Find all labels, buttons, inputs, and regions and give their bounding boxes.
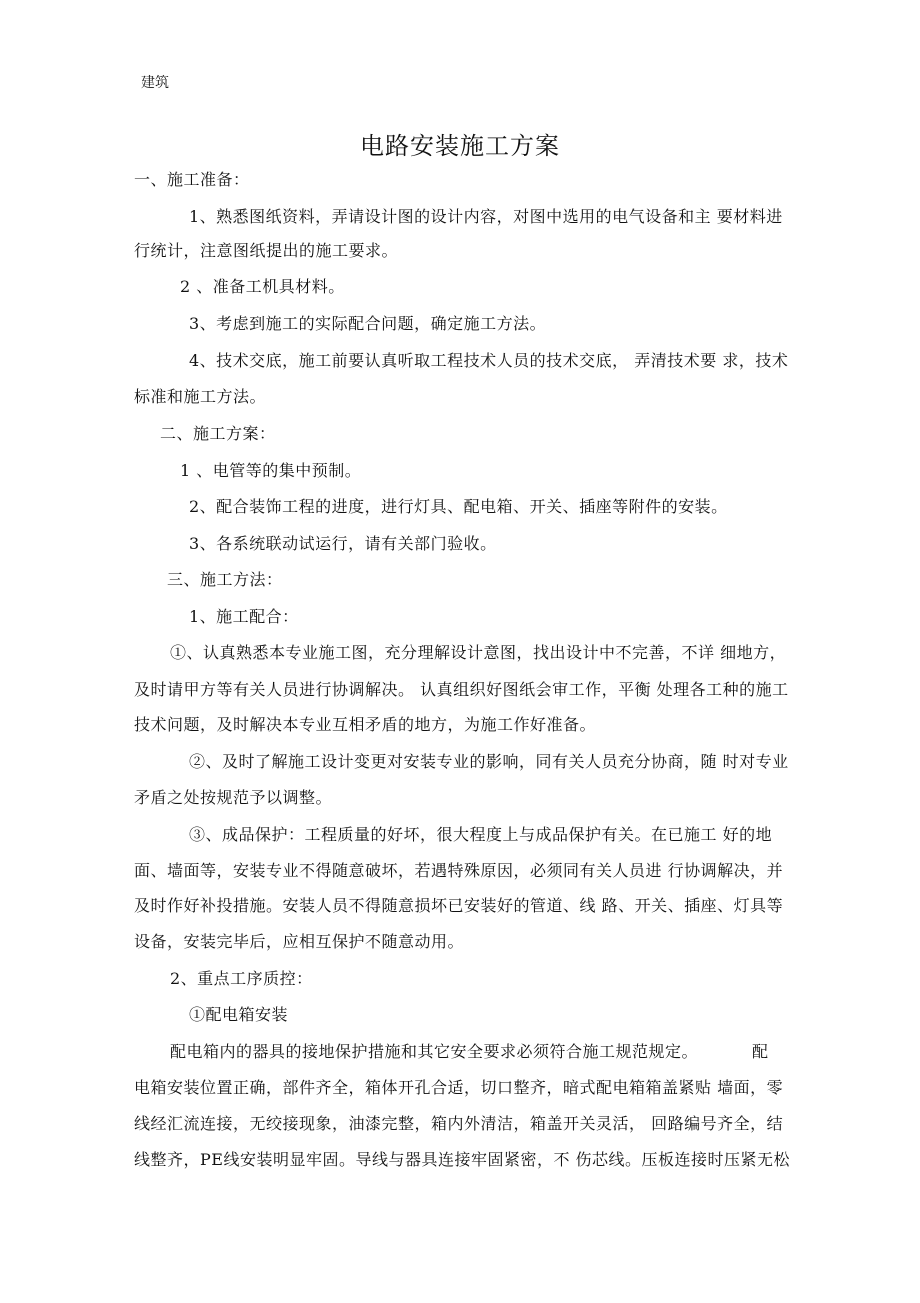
paragraph-line: ②、及时了解施工设计变更对安装专业的影响，同有关人员充分协商，随 时对专业 [189, 752, 789, 771]
paragraph-line: 配电箱内的器具的接地保护措施和其它安全要求必须符合施工规范规定。 [170, 1042, 699, 1061]
document-title: 电路安装施工方案 [360, 132, 560, 160]
subsection-heading: ①配电箱安装 [189, 1005, 289, 1024]
list-item: 3、考虑到施工的实际配合问题，确定施工方法。 [189, 314, 547, 333]
list-item: 3、各系统联动试运行，请有关部门验收。 [189, 534, 497, 553]
list-item: 2、配合装饰工程的进度，进行灯具、配电箱、开关、插座等附件的安装。 [189, 497, 728, 516]
subsection-heading: 1、施工配合： [189, 607, 299, 626]
paragraph-line: 线经汇流连接，无绞接现象，油漆完整，箱内外清洁，箱盖开关灵活， 回路编号齐全，结 [134, 1114, 784, 1133]
page-header: 建筑 [141, 75, 169, 91]
paragraph-line: 面、墙面等，安装专业不得随意破坏，若遇特殊原因，必须同有关人员进 行协调解决，并 [134, 861, 784, 880]
paragraph-line: 4、技术交底，施工前要认真听取工程技术人员的技术交底， 弄清技术要 求，技术 [189, 351, 789, 370]
paragraph-line: 及时作好补投措施。安装人员不得随意损坏已安装好的管道、线 路、开关、插座、灯具等 [134, 896, 784, 915]
paragraph-line: 1、熟悉图纸资料，弄请设计图的设计内容，对图中选用的电气设备和主 要材料进 [189, 207, 783, 226]
paragraph-line: ③、成品保护：工程质量的好坏，很大程度上与成品保护有关。在已施工 好的地 [189, 825, 773, 844]
section-heading: 一、施工准备： [134, 170, 250, 189]
paragraph-line: 电箱安装位置正确，部件齐全，箱体开孔合适，切口整齐，暗式配电箱箱盖紧贴 墙面，零 [134, 1078, 784, 1097]
paragraph-line: 技术问题，及时解决本专业互相矛盾的地方，为施工作好准备。 [134, 715, 597, 734]
paragraph-line: 设备，安装完毕后，应相互保护不随意动用。 [134, 932, 465, 951]
list-item: 2 、准备工机具材料。 [180, 277, 345, 296]
list-item: 1 、电管等的集中预制。 [180, 461, 362, 480]
section-heading: 三、施工方法： [167, 570, 283, 589]
section-heading: 二、施工方案： [160, 424, 276, 443]
paragraph-line: 线整齐，PE线安装明显牢固。导线与器具连接牢固紧密，不 伤芯线。压板连接时压紧无松 [134, 1150, 791, 1169]
paragraph-line: 矛盾之处按规范予以调整。 [134, 788, 333, 807]
paragraph-line: 标准和施工方法。 [134, 387, 267, 406]
paragraph-line: 行统计，注意图纸提出的施工要求。 [134, 241, 399, 260]
paragraph-line: ①、认真熟悉本专业施工图，充分理解设计意图，找出设计中不完善，不详 细地方， [170, 643, 787, 662]
paragraph-line: 配 [752, 1042, 769, 1061]
paragraph-line: 及时请甲方等有关人员进行协调解决。 认真组织好图纸会审工作，平衡 处理各工种的施工 [134, 680, 789, 699]
subsection-heading: 2、重点工序质控： [170, 969, 313, 988]
